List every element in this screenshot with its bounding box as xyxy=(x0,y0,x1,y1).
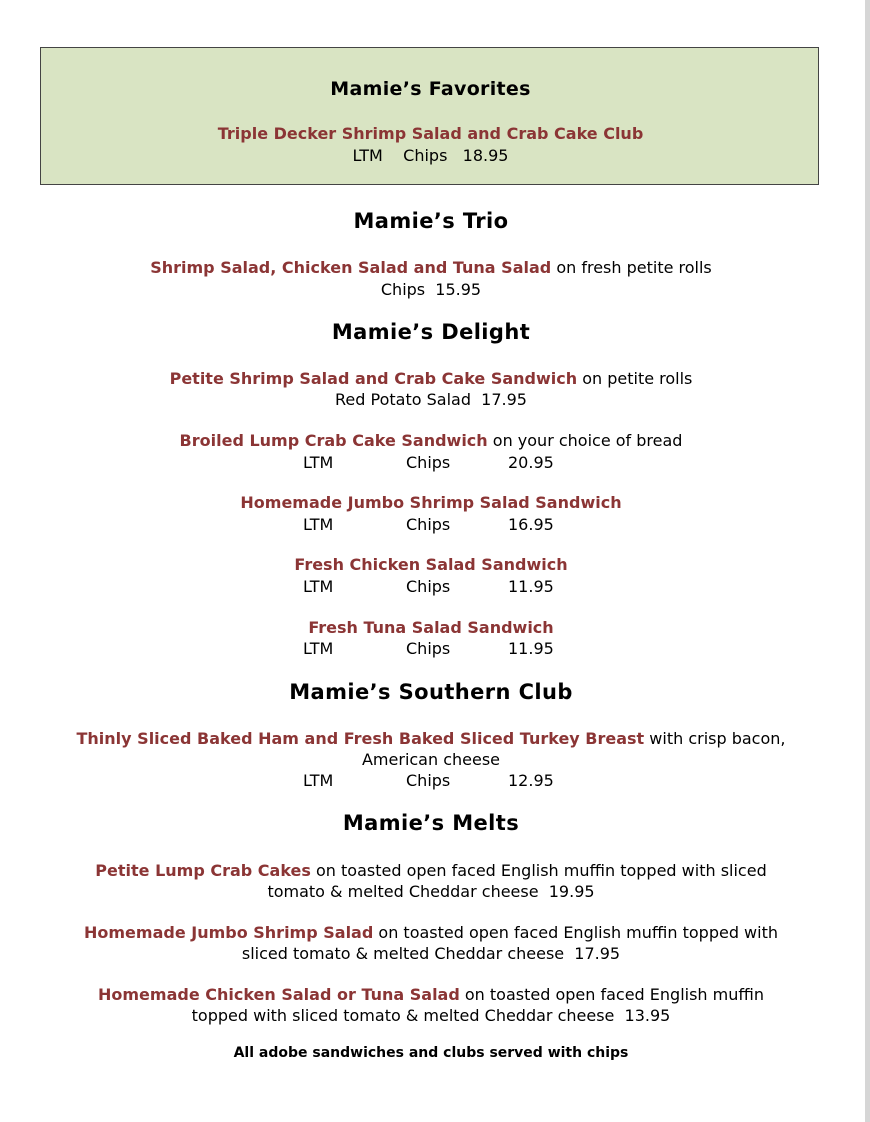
trio-item-desc: on fresh petite rolls xyxy=(551,258,712,277)
trio-item-name: Shrimp Salad, Chicken Salad and Tuna Salad xyxy=(150,258,552,277)
trio-title: Mamie’s Trio xyxy=(353,209,509,233)
southern-club-title: Mamie’s Southern Club xyxy=(289,680,573,704)
delight-item-4-ltm: LTM xyxy=(303,577,334,596)
delight-item-5-name: Fresh Tuna Salad Sandwich xyxy=(308,618,554,637)
melts-item-1-name: Petite Lump Crab Cakes xyxy=(95,861,311,880)
delight-item-4-name: Fresh Chicken Salad Sandwich xyxy=(294,555,568,574)
southern-club-item-desc: with crisp bacon, xyxy=(644,729,786,748)
southern-club-price: 12.95 xyxy=(508,771,554,790)
melts-item-3-desc: on toasted open faced English muffin xyxy=(459,985,764,1004)
melts-item-2-name: Homemade Jumbo Shrimp Salad xyxy=(83,923,374,942)
melts-item-2-desc: on toasted open faced English muffin topped with xyxy=(373,923,778,942)
footer-note: All adobe sandwiches and clubs served with chips xyxy=(233,1045,629,1061)
trio-details: Chips 15.95 xyxy=(380,280,482,299)
delight-item-5-price: 11.95 xyxy=(508,639,554,658)
favorites-item xyxy=(41,123,820,144)
delight-item-2 xyxy=(0,430,862,451)
delight-item-5 xyxy=(0,617,862,638)
melts-item-3-name: Homemade Chicken Salad or Tuna Salad xyxy=(97,985,460,1004)
trio-item xyxy=(0,257,862,278)
melts-item-3 xyxy=(0,984,862,1005)
melts-item-3-line2: topped with sliced tomato & melted Cheddar cheese 13.95 xyxy=(191,1006,671,1025)
delight-title: Mamie’s Delight xyxy=(331,320,531,344)
delight-item-2-ltm: LTM xyxy=(303,453,334,472)
delight-item-3 xyxy=(0,492,862,513)
southern-club-ltm: LTM xyxy=(303,771,334,790)
melts-item-1-desc: on toasted open faced English muffin topped with sliced xyxy=(310,861,767,880)
delight-item-4-chips: Chips xyxy=(406,577,451,596)
delight-item-2-price: 20.95 xyxy=(508,453,554,472)
favorites-title: Mamie’s Favorites xyxy=(330,78,531,100)
delight-item-5-chips: Chips xyxy=(406,639,451,658)
delight-item-1-line2: Red Potato Salad 17.95 xyxy=(335,390,527,409)
southern-club-line2: American cheese xyxy=(361,750,501,769)
melts-item-1-line2: tomato & melted Cheddar cheese 19.95 xyxy=(267,882,595,901)
delight-item-1-desc: on petite rolls xyxy=(577,369,693,388)
delight-item-2-desc: on your choice of bread xyxy=(487,431,683,450)
delight-item-4-price: 11.95 xyxy=(508,577,554,596)
delight-item-2-chips: Chips xyxy=(406,453,451,472)
southern-club-chips: Chips xyxy=(406,771,451,790)
delight-item-1-name: Petite Shrimp Salad and Crab Cake Sandwich xyxy=(169,369,578,388)
delight-item-4 xyxy=(0,554,862,575)
delight-item-5-ltm: LTM xyxy=(303,639,334,658)
delight-item-1 xyxy=(0,368,862,389)
delight-item-3-price: 16.95 xyxy=(508,515,554,534)
favorites-details: LTM Chips 18.95 xyxy=(352,146,509,165)
delight-item-3-name: Homemade Jumbo Shrimp Salad Sandwich xyxy=(240,493,622,512)
melts-item-1 xyxy=(0,860,862,881)
melts-item-2-line2: sliced tomato & melted Cheddar cheese 17.95 xyxy=(241,944,621,963)
favorites-box xyxy=(40,47,819,185)
delight-item-2-name: Broiled Lump Crab Cake Sandwich xyxy=(179,431,488,450)
melts-item-2 xyxy=(0,922,862,943)
southern-club-item-name: Thinly Sliced Baked Ham and Fresh Baked Sliced Turkey Breast xyxy=(76,729,645,748)
southern-club-item xyxy=(0,728,862,749)
delight-item-3-ltm: LTM xyxy=(303,515,334,534)
page-edge xyxy=(865,0,870,1122)
delight-item-3-chips: Chips xyxy=(406,515,451,534)
melts-title: Mamie’s Melts xyxy=(342,811,520,835)
favorites-item-name: Triple Decker Shrimp Salad and Crab Cake Club xyxy=(217,124,644,143)
